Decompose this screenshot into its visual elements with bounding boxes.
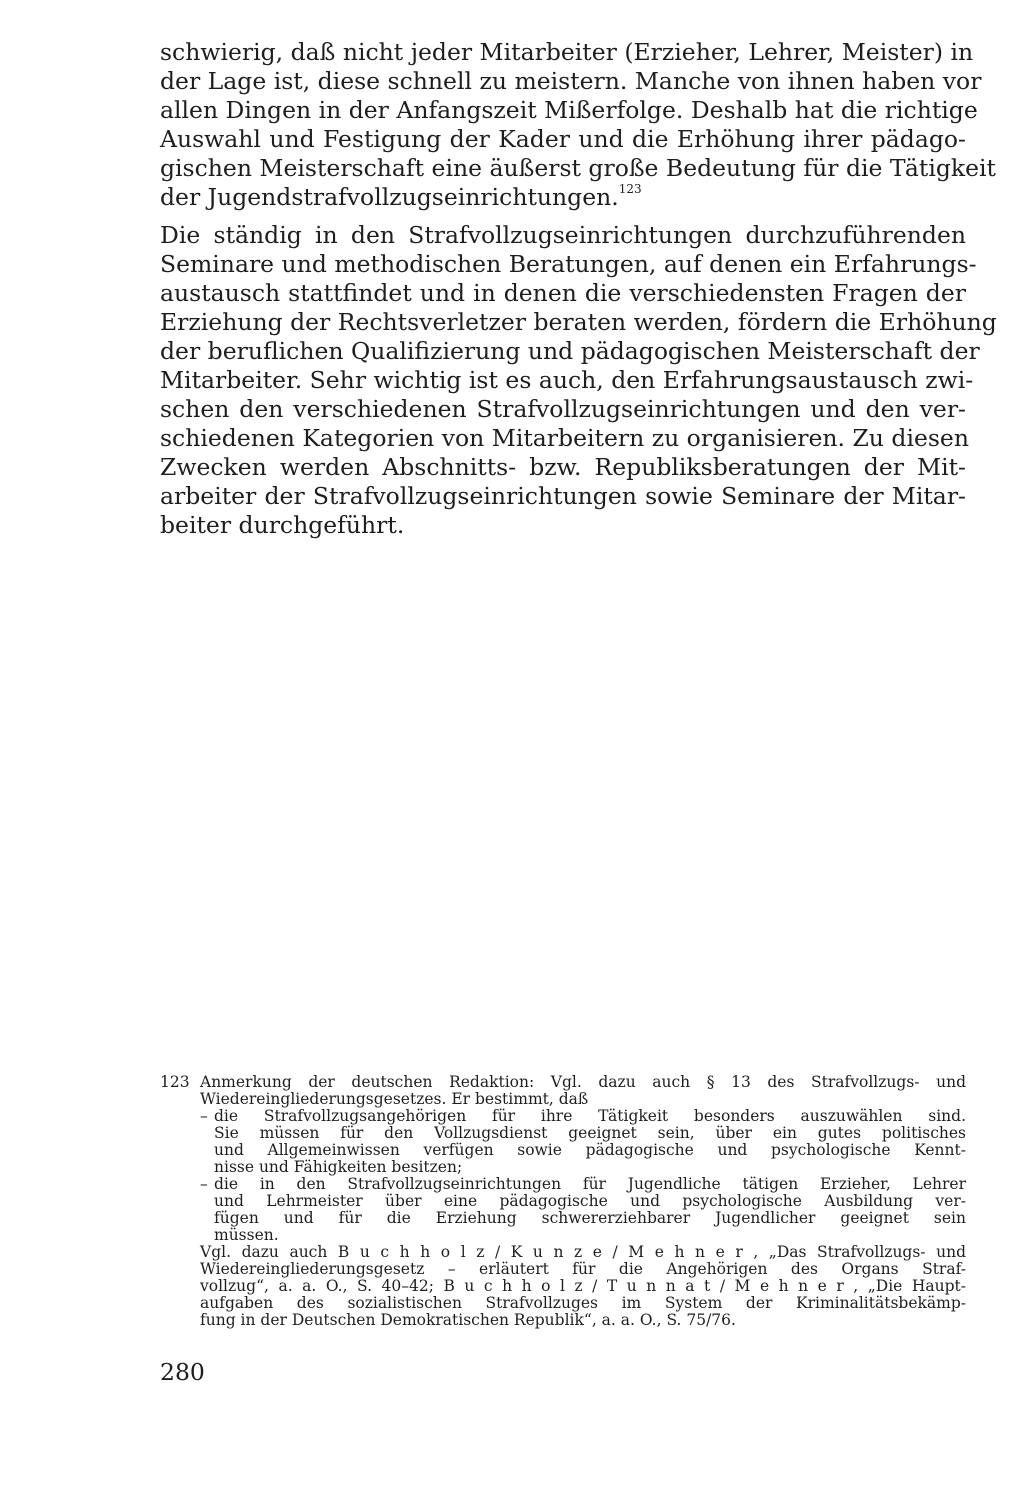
paragraph-1	[160, 38, 997, 212]
main-text	[160, 38, 997, 540]
text-line: der beruflichen Qualifizierung und pädagogischen Meisterschaft der	[160, 337, 980, 365]
footnote-section	[160, 1074, 966, 1329]
footnote-number: 123	[160, 1073, 190, 1091]
footnote-line: fügen und für die Erziehung schwererziehbarer Jugendlicher geeignet sein	[214, 1209, 966, 1227]
text-line: schiedenen Kategorien von Mitarbeitern zu organisieren. Zu diesen	[160, 424, 969, 452]
text-line: der Jugendstrafvollzugseinrichtungen.	[160, 183, 619, 211]
text-line: Auswahl und Festigung der Kader und die Erhöhung ihrer pädago-	[160, 125, 966, 153]
text-line: Die ständig in den Strafvollzugseinrichtungen durchzuführenden	[160, 221, 966, 249]
footnote-line: und Lehrmeister über eine pädagogische und psychologische Ausbildung ver-	[214, 1192, 966, 1210]
footnote-line: Wiedereingliederungsgesetz – erläutert für die Angehörigen des Organs Straf-	[200, 1260, 966, 1278]
text-line: schen den verschiedenen Strafvollzugseinrichtungen und den ver-	[160, 395, 966, 423]
footnote-line: die in den Strafvollzugseinrichtungen für Jugendliche tätigen Erzieher, Lehrer	[214, 1175, 966, 1193]
dash-bullet: –	[200, 1107, 208, 1125]
footnote-bullet-2	[160, 1176, 966, 1244]
footnote-line: und Allgemeinwissen verfügen sowie pädagogische und psychologische Kennt-	[214, 1141, 966, 1159]
text-line: der Lage ist, diese schnell zu meistern. Manche von ihnen haben vor	[160, 67, 982, 95]
footnote-line: fung in der Deutschen Demokratischen Republik“, a. a. O., S. 75/76.	[200, 1311, 736, 1329]
footnote-line: Wiedereingliederungsgesetzes. Er bestimmt, daß	[200, 1090, 589, 1108]
footnote-line: Sie müssen für den Vollzugsdienst geeignet sein, über ein gutes politisches	[214, 1124, 966, 1142]
footnote-intro	[160, 1074, 966, 1108]
text-line-last	[160, 183, 966, 212]
text-line: gischen Meisterschaft eine äußerst große Bedeutung für die Tätigkeit	[160, 154, 997, 182]
footnote-line: aufgaben des sozialistischen Strafvollzuges im System der Kriminalitätsbekämp-	[200, 1294, 966, 1312]
text-line: Zwecken werden Abschnitts- bzw. Republiksberatungen der Mit-	[160, 453, 966, 481]
footnote-reference[interactable]: 123	[618, 182, 642, 196]
dash-bullet: –	[200, 1175, 208, 1193]
text-line: Mitarbeiter. Sehr wichtig ist es auch, den Erfahrungsaustausch zwi-	[160, 366, 974, 394]
text-line: Seminare und methodischen Beratungen, auf denen ein Erfahrungs-	[160, 250, 977, 278]
footnote-line: Anmerkung der deutschen Redaktion: Vgl. dazu auch § 13 des Strafvollzugs- und	[200, 1073, 966, 1091]
page-number: 280	[160, 1358, 205, 1386]
footnote-bullet-1	[160, 1108, 966, 1176]
text-line: austausch stattfindet und in denen die verschiedensten Fragen der	[160, 279, 966, 307]
footnote-line: die Strafvollzugsangehörigen für ihre Tätigkeit besonders auszuwählen sind.	[214, 1107, 966, 1125]
text-line: allen Dingen in der Anfangszeit Mißerfolge. Deshalb hat die richtige	[160, 96, 978, 124]
paragraph-2	[160, 221, 997, 540]
footnote-line: vollzug“, a. a. O., S. 40–42; B u c h h o l z / T u n n a t / M e h n e r , „Die Haupt-	[200, 1277, 966, 1295]
text-line: Erziehung der Rechtsverletzer beraten werden, fördern die Erhöhung	[160, 308, 997, 336]
footnote-closing	[160, 1244, 966, 1329]
footnote-line: Vgl. dazu auch B u c h h o l z / K u n z e / M e h n e r , „Das Strafvollzugs- und	[200, 1243, 966, 1261]
text-line: beiter durchgeführt.	[160, 511, 405, 539]
footnote-line: müssen.	[214, 1226, 279, 1244]
text-line: schwierig, daß nicht jeder Mitarbeiter (Erzieher, Lehrer, Meister) in	[160, 38, 974, 66]
text-line: arbeiter der Strafvollzugseinrichtungen sowie Seminare der Mitar-	[160, 482, 966, 510]
footnote-line: nisse und Fähigkeiten besitzen;	[214, 1158, 463, 1176]
